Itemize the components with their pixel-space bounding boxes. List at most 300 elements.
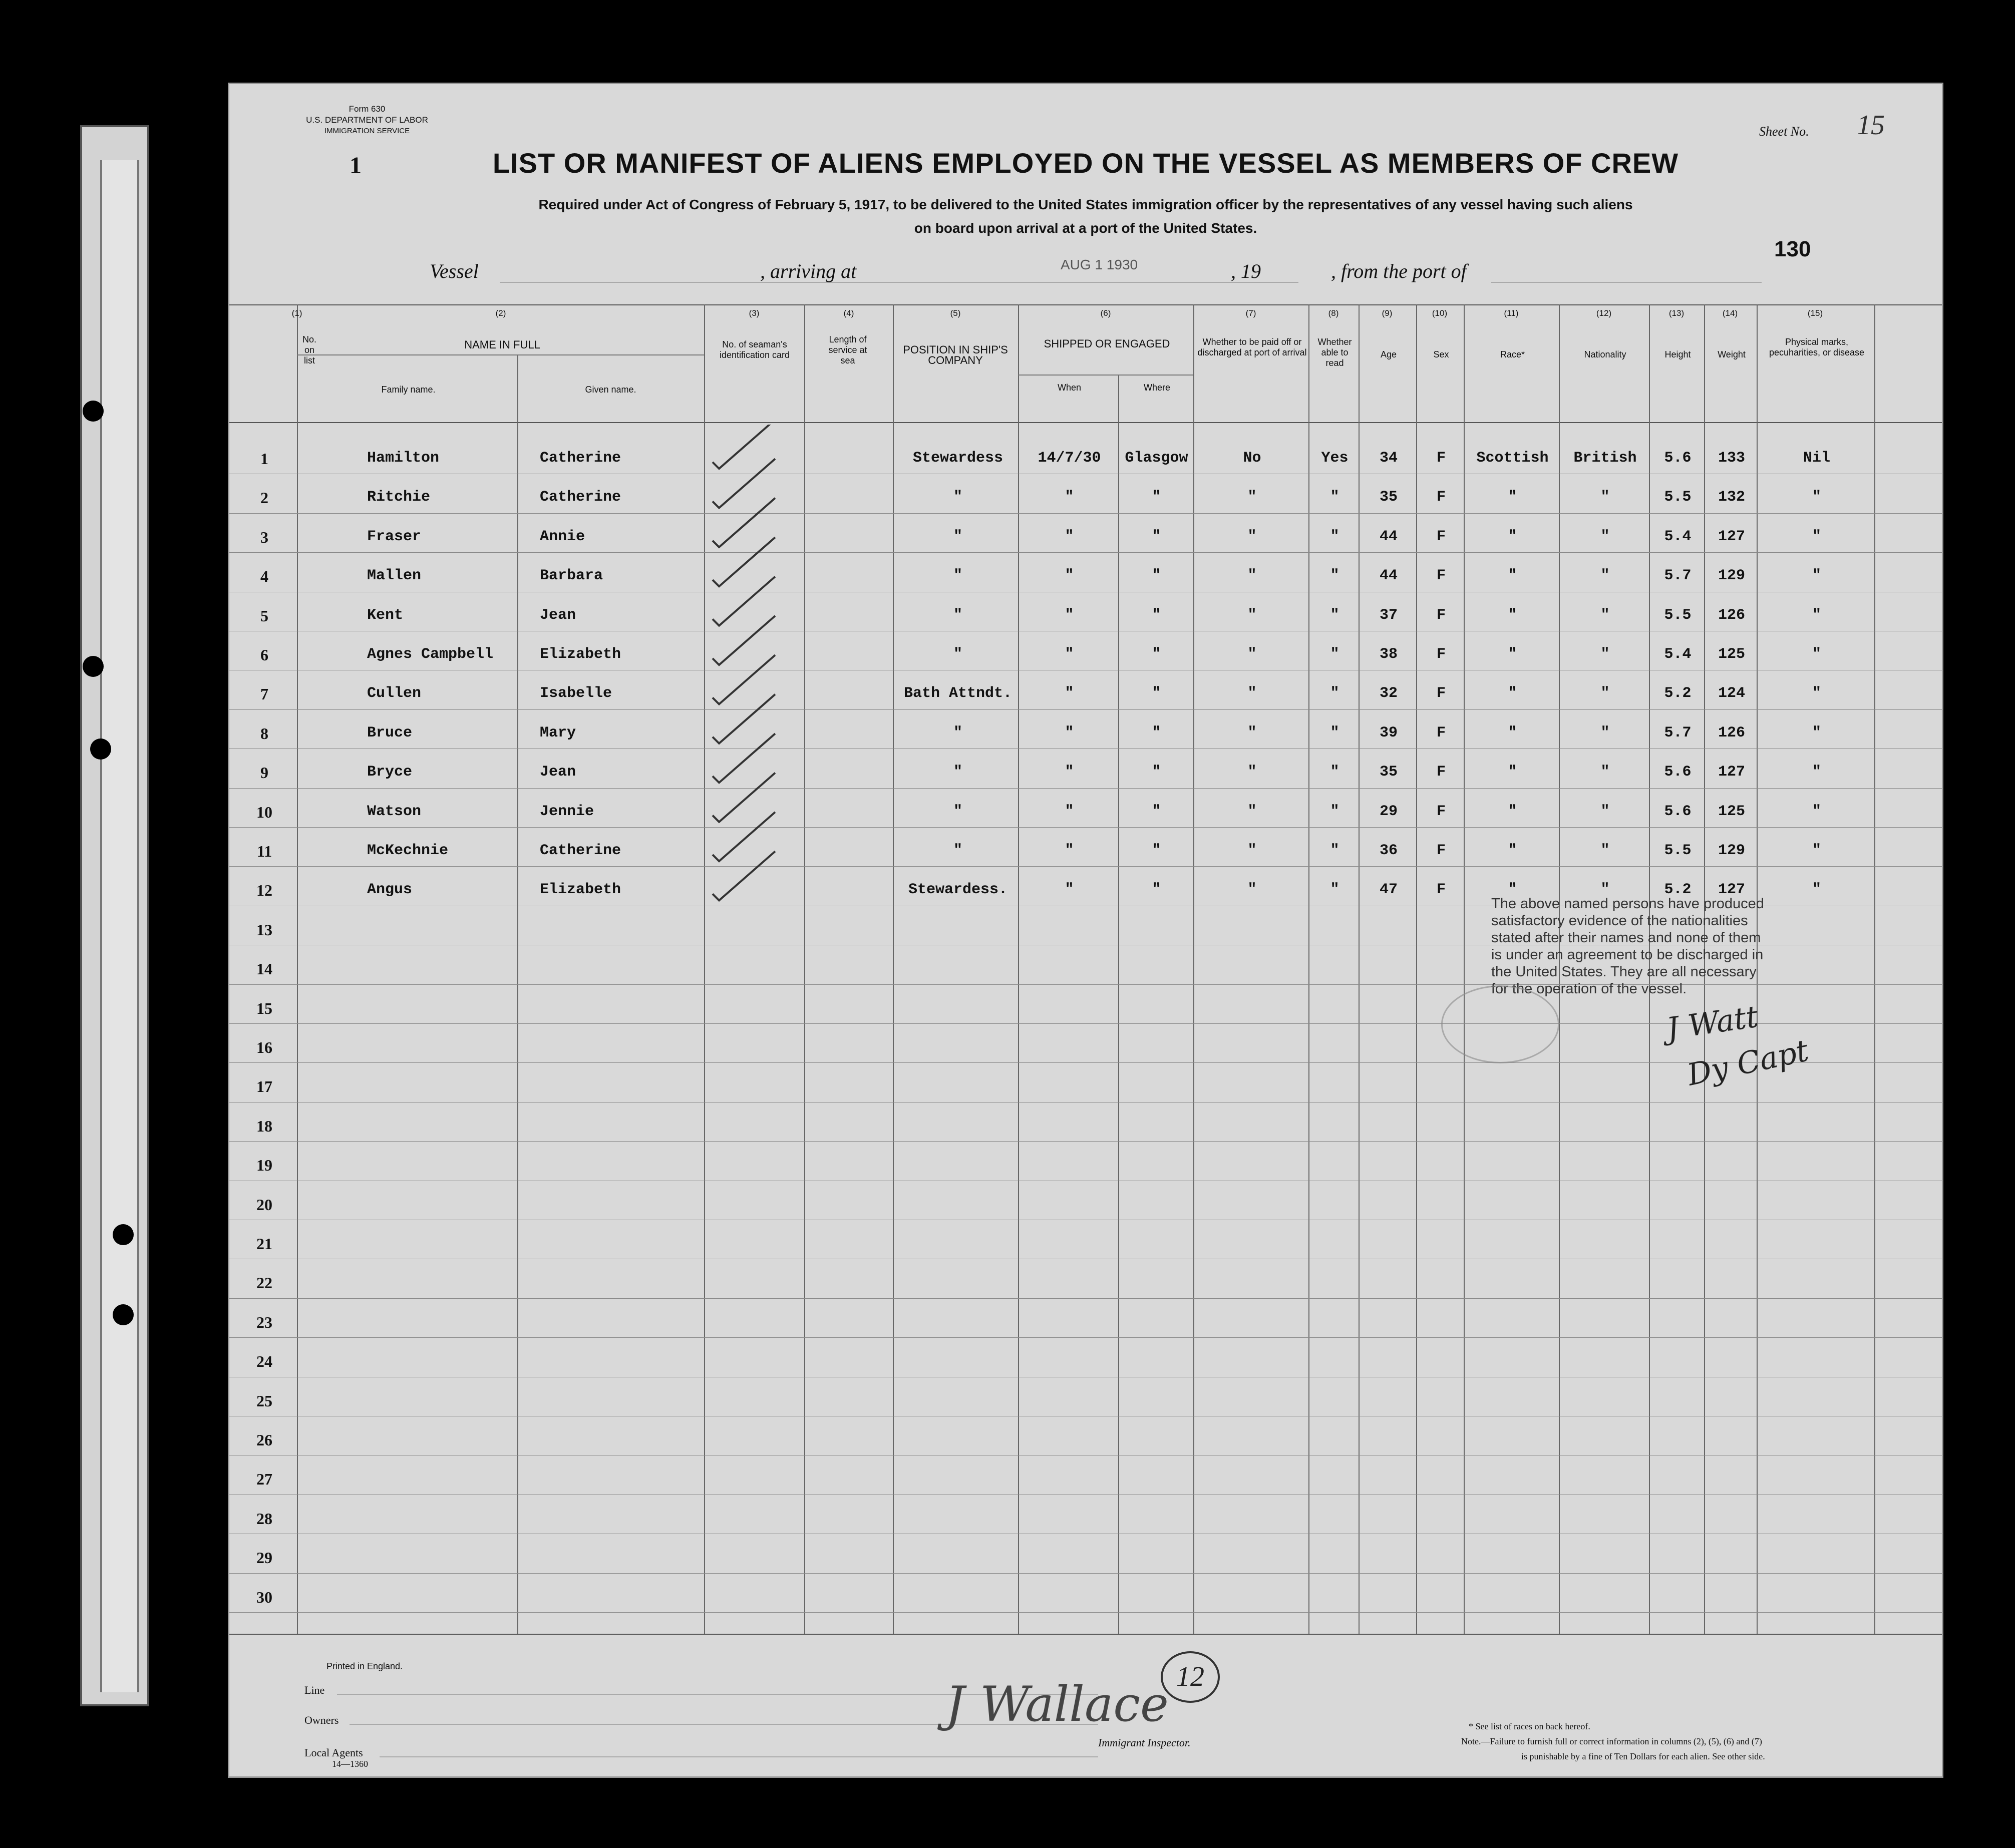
col-divider	[1193, 304, 1194, 1634]
table-top-border	[229, 304, 1942, 305]
cell-weight: 126	[1718, 606, 1745, 624]
date-stamp	[1441, 985, 1559, 1063]
cell-where: "	[1152, 764, 1161, 781]
header-family-name: Family name.	[381, 385, 436, 395]
header-length-service: Length of service at sea	[828, 334, 867, 365]
corner-mark: 1	[350, 152, 362, 179]
vessel-label: Vessel	[430, 260, 479, 282]
cell-sex: F	[1436, 606, 1446, 624]
cell-family: Hamilton	[367, 450, 440, 467]
header-bottom-border	[229, 422, 1942, 423]
inspector-count: 12	[1161, 1651, 1220, 1703]
row-number: 4	[260, 567, 268, 586]
cell-position: "	[953, 489, 962, 506]
cell-given: Catherine	[540, 450, 621, 467]
cell-weight: 132	[1718, 489, 1745, 506]
cell-position: "	[953, 803, 962, 820]
cell-given: Catherine	[540, 842, 621, 859]
form-number: Form 630	[349, 104, 386, 114]
cell-marks: "	[1812, 724, 1821, 742]
cell-paid: "	[1247, 528, 1257, 545]
cell-race: "	[1508, 881, 1517, 899]
cell-when: "	[1065, 803, 1074, 820]
cell-weight: 127	[1718, 764, 1745, 781]
cell-given: Jennie	[540, 803, 594, 820]
cell-weight: 127	[1718, 881, 1745, 899]
cell-family: Cullen	[367, 685, 422, 702]
cell-paid: No	[1243, 450, 1261, 467]
cell-family: Watson	[367, 803, 422, 820]
certification-line-2: satisfactory evidence of the nationalities	[1491, 913, 1748, 929]
row-number: 8	[260, 724, 268, 743]
cell-sex: F	[1436, 803, 1446, 820]
cell-where: "	[1152, 606, 1161, 624]
header-position: POSITION IN SHIP'S COMPANY	[903, 343, 1008, 366]
cell-family: Fraser	[367, 528, 422, 545]
cell-read: "	[1330, 842, 1339, 859]
col-number: (4)	[843, 308, 854, 318]
cell-read: Yes	[1321, 450, 1349, 467]
cell-when: "	[1065, 881, 1074, 899]
cell-position: "	[953, 567, 962, 585]
col-number: (11)	[1504, 308, 1519, 318]
certification-line-4: is under an agreement to be discharged in	[1491, 947, 1764, 963]
col-number: (10)	[1432, 308, 1448, 318]
col-number: (9)	[1382, 308, 1393, 318]
cell-read: "	[1330, 764, 1339, 781]
cell-race: "	[1508, 489, 1517, 506]
col-divider	[1359, 304, 1360, 1634]
agents-field	[380, 1756, 1098, 1757]
col-number: (15)	[1807, 308, 1823, 318]
inspector-label: Immigrant Inspector.	[1098, 1736, 1191, 1749]
row-number: 9	[260, 764, 268, 782]
row-divider	[229, 513, 1942, 514]
col-number: (5)	[950, 308, 961, 318]
row-divider	[229, 827, 1942, 828]
row-number: 30	[256, 1588, 272, 1606]
cell-given: Catherine	[540, 489, 621, 506]
cell-when: "	[1065, 489, 1074, 506]
cell-paid: "	[1247, 606, 1257, 624]
col-divider	[893, 304, 894, 1634]
row-number: 22	[256, 1274, 272, 1292]
manifest-subtitle-1: Required under Act of Congress of February 5, 1917, to be delivered to the United States immigration officer by the representatives of any vessel having such aliens	[538, 197, 1633, 212]
cell-paid: "	[1247, 489, 1257, 506]
cell-nationality: "	[1600, 803, 1610, 820]
cell-where: Glasgow	[1125, 450, 1188, 467]
cell-weight: 125	[1718, 646, 1745, 663]
cell-height: 5.6	[1664, 764, 1692, 781]
col-divider	[1118, 375, 1119, 1634]
cell-where: "	[1152, 646, 1161, 663]
cell-age: 35	[1379, 764, 1398, 781]
row-number: 5	[260, 606, 268, 625]
cell-age: 44	[1379, 528, 1398, 545]
header-age: Age	[1380, 349, 1397, 359]
cell-where: "	[1152, 528, 1161, 545]
cell-read: "	[1330, 724, 1339, 742]
cell-sex: F	[1436, 881, 1446, 899]
row-divider	[229, 709, 1942, 710]
cell-given: Barbara	[540, 567, 603, 585]
row-divider	[229, 1298, 1942, 1299]
cell-sex: F	[1436, 489, 1446, 506]
col-divider	[1416, 304, 1417, 1634]
header-where: Where	[1143, 383, 1170, 393]
cell-race: "	[1508, 724, 1517, 742]
cell-nationality: "	[1600, 567, 1610, 585]
cell-paid: "	[1247, 646, 1257, 663]
cell-paid: "	[1247, 685, 1257, 702]
col-divider	[1874, 304, 1875, 1634]
cell-marks: "	[1812, 842, 1821, 859]
row-divider	[229, 1573, 1942, 1574]
service: IMMIGRATION SERVICE	[324, 127, 410, 135]
row-number: 29	[256, 1549, 272, 1567]
col-divider	[1018, 304, 1019, 1634]
row-number: 26	[256, 1431, 272, 1449]
row-number: 18	[256, 1117, 272, 1135]
cell-paid: "	[1247, 881, 1257, 899]
cell-age: 35	[1379, 489, 1398, 506]
cell-read: "	[1330, 606, 1339, 624]
cell-marks: "	[1812, 881, 1821, 899]
cell-age: 44	[1379, 567, 1398, 585]
col-divider	[1757, 304, 1758, 1634]
punch-hole	[113, 1304, 134, 1325]
row-number: 6	[260, 646, 268, 664]
row-number: 24	[256, 1352, 272, 1371]
row-divider	[229, 552, 1942, 553]
col-number: (12)	[1596, 308, 1612, 318]
cell-nationality: British	[1573, 450, 1637, 467]
cell-paid: "	[1247, 764, 1257, 781]
row-number: 19	[256, 1156, 272, 1175]
penalty-note-1: Note.—Failure to furnish full or correct information in columns (2), (5), (6) and (7)	[1461, 1736, 1762, 1746]
cell-family: McKechnie	[367, 842, 449, 859]
cell-age: 47	[1379, 881, 1398, 899]
row-number: 28	[256, 1509, 272, 1528]
cell-when: "	[1065, 842, 1074, 859]
row-divider	[229, 1141, 1942, 1142]
cell-nationality: "	[1600, 842, 1610, 859]
cell-position: "	[953, 606, 962, 624]
cell-where: "	[1152, 803, 1161, 820]
cell-weight: 124	[1718, 685, 1745, 702]
cell-when: "	[1065, 567, 1074, 585]
cell-marks: "	[1812, 528, 1821, 545]
cell-sex: F	[1436, 646, 1446, 663]
header-when: When	[1057, 383, 1082, 393]
cell-nationality: "	[1600, 528, 1610, 545]
cell-height: 5.2	[1664, 881, 1692, 899]
cell-age: 34	[1379, 450, 1398, 467]
penalty-note-2: is punishable by a fine of Ten Dollars for each alien. See other side.	[1521, 1751, 1765, 1761]
row-number: 25	[256, 1391, 272, 1410]
sheet-number: 15	[1857, 110, 1885, 141]
col-number: (8)	[1328, 308, 1339, 318]
agents-label: Local Agents	[304, 1746, 363, 1759]
certification-line-5: the United States. They are all necessary	[1491, 964, 1757, 980]
cell-read: "	[1330, 685, 1339, 702]
cell-paid: "	[1247, 803, 1257, 820]
cell-where: "	[1152, 881, 1161, 899]
sheet-label: Sheet No.	[1759, 124, 1809, 139]
cell-weight: 129	[1718, 842, 1745, 859]
col-number: (1)	[291, 308, 302, 318]
cell-marks: "	[1812, 489, 1821, 506]
cell-height: 5.2	[1664, 685, 1692, 702]
row-divider	[229, 1337, 1942, 1338]
header-physical-marks: Physical marks, pecuharities, or disease	[1769, 337, 1865, 357]
cell-where: "	[1152, 685, 1161, 702]
header-able-read: Whether able to read	[1317, 337, 1352, 368]
cell-read: "	[1330, 489, 1339, 506]
punch-hole	[83, 656, 104, 677]
row-number: 20	[256, 1195, 272, 1214]
cell-race: "	[1508, 842, 1517, 859]
cell-given: Elizabeth	[540, 881, 621, 899]
cell-age: 39	[1379, 724, 1398, 742]
header-shipped: SHIPPED OR ENGAGED	[1044, 337, 1170, 350]
cell-marks: Nil	[1803, 450, 1830, 467]
cell-position: Stewardess.	[908, 881, 1008, 899]
cell-age: 36	[1379, 842, 1398, 859]
cell-age: 37	[1379, 606, 1398, 624]
department: U.S. DEPARTMENT OF LABOR	[306, 115, 428, 125]
cell-height: 5.5	[1664, 489, 1692, 506]
owners-label: Owners	[304, 1714, 339, 1726]
cell-where: "	[1152, 842, 1161, 859]
header-seaman-card: No. of seaman's identification card	[719, 339, 790, 360]
row-number: 3	[260, 528, 268, 546]
certification-line-3: stated after their names and none of them	[1491, 930, 1761, 946]
header-no-on-list: No. on list	[302, 334, 316, 365]
col-divider	[1464, 304, 1465, 1634]
cell-when: "	[1065, 685, 1074, 702]
row-number: 1	[260, 450, 268, 468]
cell-weight: 133	[1718, 450, 1745, 467]
agents-code: 14—1360	[332, 1759, 368, 1769]
cell-age: 29	[1379, 803, 1398, 820]
row-number: 7	[260, 685, 268, 703]
header-weight: Weight	[1718, 349, 1746, 359]
row-number: 14	[256, 960, 272, 978]
cell-age: 32	[1379, 685, 1398, 702]
cell-weight: 125	[1718, 803, 1745, 820]
header-height: Height	[1664, 349, 1691, 359]
row-divider	[229, 866, 1942, 867]
line-label: Line	[304, 1684, 325, 1696]
cell-where: "	[1152, 724, 1161, 742]
cell-where: "	[1152, 567, 1161, 585]
row-number: 27	[256, 1470, 272, 1489]
cell-sex: F	[1436, 764, 1446, 781]
cell-given: Isabelle	[540, 685, 612, 702]
inspector-signature: J Wallace	[945, 1676, 1169, 1732]
col-number: (7)	[1245, 308, 1256, 318]
cell-height: 5.5	[1664, 606, 1692, 624]
port-field	[1491, 282, 1762, 283]
cell-weight: 127	[1718, 528, 1745, 545]
cell-nationality: "	[1600, 606, 1610, 624]
table-bottom-border	[229, 1634, 1942, 1635]
cell-weight: 129	[1718, 567, 1745, 585]
cell-given: Mary	[540, 724, 576, 742]
cell-where: "	[1152, 489, 1161, 506]
cell-marks: "	[1812, 646, 1821, 663]
row-number: 16	[256, 1038, 272, 1056]
cell-position: "	[953, 842, 962, 859]
cell-height: 5.4	[1664, 646, 1692, 663]
cell-marks: "	[1812, 685, 1821, 702]
manifest-subtitle-2: on board upon arrival at a port of the United States.	[914, 220, 1257, 236]
header-name-in-full: NAME IN FULL	[464, 338, 540, 351]
cell-read: "	[1330, 567, 1339, 585]
arriving-label: , arriving at	[760, 260, 857, 282]
cell-when: "	[1065, 528, 1074, 545]
port-label: , from the port of	[1331, 260, 1467, 282]
cell-race: "	[1508, 528, 1517, 545]
cell-race: "	[1508, 764, 1517, 781]
cell-paid: "	[1247, 724, 1257, 742]
manifest-page	[228, 83, 1943, 1778]
cell-read: "	[1330, 803, 1339, 820]
col-number: (13)	[1668, 308, 1685, 318]
row-number: 11	[256, 842, 272, 860]
cell-family: Bruce	[367, 724, 413, 742]
cell-nationality: "	[1600, 685, 1610, 702]
cell-when: "	[1065, 724, 1074, 742]
cell-when: 14/7/30	[1038, 450, 1101, 467]
header-paid-off: Whether to be paid off or discharged at port of arrival	[1197, 337, 1307, 357]
cell-given: Annie	[540, 528, 585, 545]
cell-race: "	[1508, 606, 1517, 624]
cell-given: Jean	[540, 606, 576, 624]
cell-position: Stewardess	[912, 450, 1003, 467]
races-note: * See list of races on back hereof.	[1469, 1721, 1590, 1731]
shipped-header-divider	[1018, 375, 1193, 376]
arrival-stamp: AUG 1 1930	[1061, 257, 1138, 272]
col-number: (2)	[495, 308, 506, 318]
page-number: 130	[1774, 237, 1811, 261]
cell-sex: F	[1436, 567, 1446, 585]
col-divider	[297, 304, 298, 1634]
cell-position: "	[953, 528, 962, 545]
cell-family: Mallen	[367, 567, 422, 585]
cell-read: "	[1330, 528, 1339, 545]
cell-sex: F	[1436, 528, 1446, 545]
cell-sex: F	[1436, 842, 1446, 859]
row-divider	[229, 788, 1942, 789]
cell-read: "	[1330, 881, 1339, 899]
cell-family: Ritchie	[367, 489, 431, 506]
cell-sex: F	[1436, 685, 1446, 702]
cell-nationality: "	[1600, 724, 1610, 742]
cell-height: 5.6	[1664, 803, 1692, 820]
cell-paid: "	[1247, 567, 1257, 585]
row-number: 10	[256, 803, 272, 821]
cell-position: "	[953, 724, 962, 742]
cell-position: Bath Attndt.	[903, 685, 1013, 702]
row-number: 13	[256, 920, 272, 939]
col-divider	[1308, 304, 1309, 1634]
cell-nationality: "	[1600, 646, 1610, 663]
cell-height: 5.5	[1664, 842, 1692, 859]
cell-given: Jean	[540, 764, 576, 781]
cell-sex: F	[1436, 450, 1446, 467]
year-label: , 19	[1231, 260, 1261, 282]
cell-paid: "	[1247, 842, 1257, 859]
punch-hole	[83, 401, 104, 422]
cell-marks: "	[1812, 606, 1821, 624]
cell-marks: "	[1812, 764, 1821, 781]
col-number: (6)	[1100, 308, 1111, 318]
captain-signature: J Watt	[1664, 999, 1761, 1047]
col-number: (3)	[749, 308, 760, 318]
printed-note: Printed in England.	[326, 1661, 403, 1671]
col-divider	[517, 354, 518, 1634]
cell-marks: "	[1812, 803, 1821, 820]
cell-race: "	[1508, 685, 1517, 702]
row-number: 2	[260, 489, 268, 507]
cell-nationality: "	[1600, 764, 1610, 781]
cell-position: "	[953, 646, 962, 663]
cell-family: Angus	[367, 881, 413, 899]
cell-family: Bryce	[367, 764, 413, 781]
cell-read: "	[1330, 646, 1339, 663]
row-number: 21	[256, 1235, 272, 1253]
header-nationality: Nationality	[1584, 349, 1626, 359]
certification-line-6: for the operation of the vessel.	[1491, 981, 1687, 997]
cell-sex: F	[1436, 724, 1446, 742]
row-divider	[229, 1612, 1942, 1613]
cell-height: 5.7	[1664, 567, 1692, 585]
cell-height: 5.7	[1664, 724, 1692, 742]
cell-age: 38	[1379, 646, 1398, 663]
name-header-divider	[297, 354, 704, 355]
punch-hole	[90, 738, 111, 760]
punch-hole	[113, 1224, 134, 1245]
cell-family: Kent	[367, 606, 404, 624]
cell-race: Scottish	[1476, 450, 1549, 467]
row-number: 17	[256, 1077, 272, 1096]
cell-height: 5.6	[1664, 450, 1692, 467]
row-number: 15	[256, 999, 272, 1017]
cell-position: "	[953, 764, 962, 781]
cell-race: "	[1508, 646, 1517, 663]
check-mark	[713, 425, 775, 469]
cell-weight: 126	[1718, 724, 1745, 742]
header-race: Race*	[1500, 349, 1525, 359]
cell-nationality: "	[1600, 881, 1610, 899]
header-given-name: Given name.	[585, 385, 636, 395]
cell-race: "	[1508, 567, 1517, 585]
cell-nationality: "	[1600, 489, 1610, 506]
cell-when: "	[1065, 646, 1074, 663]
cell-marks: "	[1812, 567, 1821, 585]
row-number: 23	[256, 1313, 272, 1331]
cell-race: "	[1508, 803, 1517, 820]
cell-when: "	[1065, 606, 1074, 624]
cell-height: 5.4	[1664, 528, 1692, 545]
certification-line-1: The above named persons have produced	[1491, 896, 1764, 912]
manifest-title: LIST OR MANIFEST OF ALIENS EMPLOYED ON THE VESSEL AS MEMBERS OF CREW	[492, 147, 1679, 179]
binding-strip-inner	[100, 160, 139, 1692]
captain-title: Dy Capt	[1684, 1033, 1812, 1093]
cell-given: Elizabeth	[540, 646, 621, 663]
